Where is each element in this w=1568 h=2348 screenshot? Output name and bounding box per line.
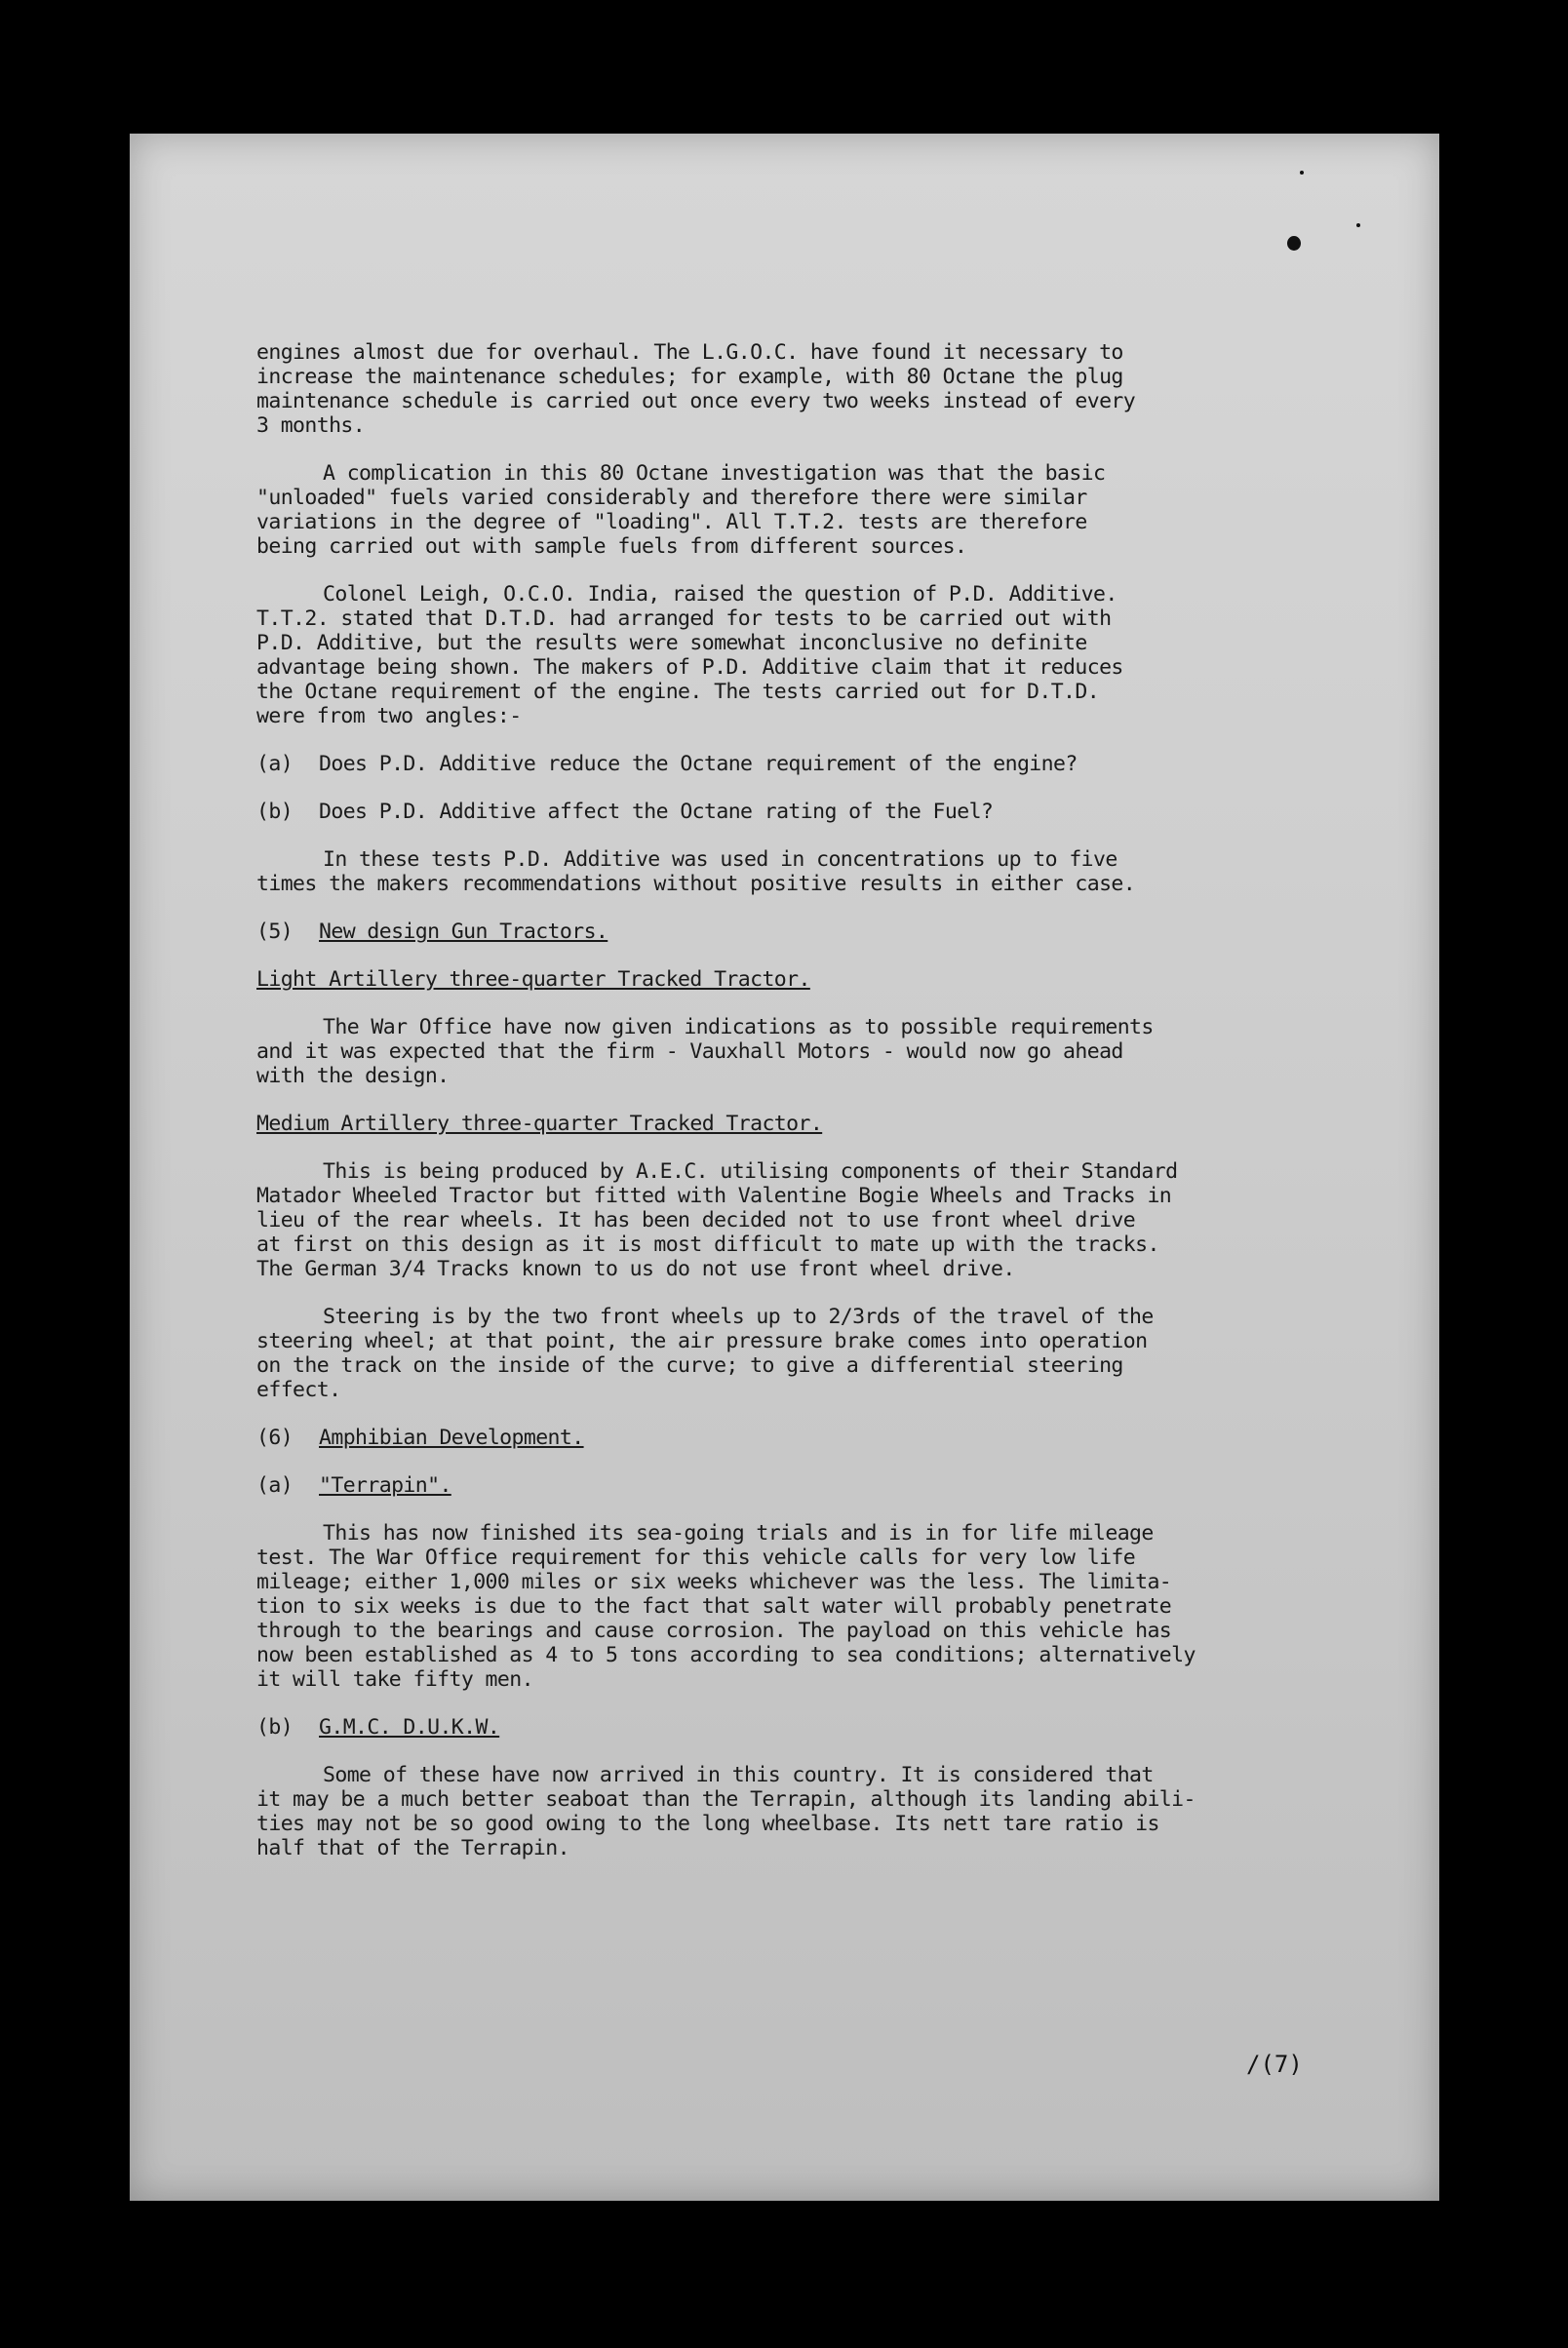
question-a-label: (a)	[256, 752, 294, 776]
question-b-label: (b)	[256, 800, 294, 824]
paragraph-tests: In these tests P.D. Additive was used in concentrations up to five times the makers recommendations without positive results in either case.	[256, 847, 1136, 896]
section-6a-heading	[256, 1473, 1368, 1498]
section-6-number: (6)	[256, 1426, 294, 1450]
section-6a-number: (a)	[256, 1473, 294, 1498]
subheading-medium-artillery: Medium Artillery three-quarter Tracked Tractor.	[256, 1112, 823, 1136]
section-6b-heading	[256, 1715, 1368, 1740]
question-b	[256, 800, 1368, 824]
ink-speck	[1356, 223, 1360, 227]
ink-speck	[1300, 171, 1304, 175]
section-6-title: Amphibian Development.	[319, 1426, 584, 1450]
subheading-light-artillery: Light Artillery three-quarter Tracked Tractor.	[256, 967, 810, 992]
question-a-text: Does P.D. Additive reduce the Octane requirement of the engine?	[319, 752, 1078, 776]
paragraph-terrapin: This has now finished its sea-going trials and is in for life mileage test. The War Office requirement for this vehicle calls for very low life mileage; either 1,000 miles or six weeks whichever was the less. The limita- tion to six weeks is due to the fact that salt water will probably penetrate through to the bearings and cause corrosion. The payload on this vehicle has now been established as 4 to 5 tons according to sea conditions; alternatively it will take fifty men.	[256, 1521, 1196, 1692]
ink-spot	[1287, 236, 1301, 251]
document-body	[256, 340, 1368, 1884]
paragraph-war-office: The War Office have now given indications as to possible requirements and it was expected that the firm - Vauxhall Motors - would now go ahead with the design.	[256, 1015, 1154, 1088]
section-6b-number: (b)	[256, 1715, 294, 1740]
section-5-title: New design Gun Tractors.	[319, 920, 608, 944]
paragraph-steering: Steering is by the two front wheels up to 2/3rds of the travel of the steering wheel; at that point, the air pressure brake comes into operation on the track on the inside of the curve; to give a differential steering effect.	[256, 1305, 1154, 1402]
section-6-heading	[256, 1426, 1368, 1450]
paragraph-overhaul: engines almost due for overhaul. The L.G.O.C. have found it necessary to increase the maintenance schedules; for example, with 80 Octane the plug maintenance schedule is carried out once every two weeks instead of every 3 months.	[256, 340, 1136, 438]
section-6a-title: "Terrapin".	[319, 1473, 451, 1498]
paragraph-aec: This is being produced by A.E.C. utilising components of their Standard Matador Wheeled Tractor but fitted with Valentine Bogie Wheels and Tracks in lieu of the rear wheels. It has been decided not to use front wheel drive at first on this design as it is most difficult to mate up with the tracks. The German 3/4 Tracks known to us do not use front wheel drive.	[256, 1159, 1178, 1281]
paragraph-pd-additive: Colonel Leigh, O.C.O. India, raised the question of P.D. Additive. T.T.2. stated that D.T.D. had arranged for tests to be carried out with P.D. Additive, but the results were somewhat inconclusive no definite advantage being shown. The makers of P.D. Additive claim that it reduces the Octane requirement of the engine. The tests carried out for D.T.D. were from two angles:-	[256, 582, 1123, 728]
paragraph-complication: A complication in this 80 Octane investigation was that the basic "unloaded" fuels varied considerably and therefore there were similar variations in the degree of "loading". All T.T.2. tests are therefore being carried out with sample fuels from different sources.	[256, 461, 1106, 559]
section-5-number: (5)	[256, 920, 294, 944]
page-number: /(7)	[1246, 2051, 1303, 2078]
document-page	[130, 134, 1439, 2201]
question-a	[256, 752, 1368, 776]
section-6b-title: G.M.C. D.U.K.W.	[319, 1715, 500, 1740]
paragraph-dukw: Some of these have now arrived in this country. It is considered that it may be a much better seaboat than the Terrapin, although its landing abili- ties may not be so good owing to the long wheelbase. Its nett tare ratio is half that of the Terrapin.	[256, 1763, 1196, 1860]
section-5-heading	[256, 920, 1368, 944]
question-b-text: Does P.D. Additive affect the Octane rating of the Fuel?	[319, 800, 994, 824]
